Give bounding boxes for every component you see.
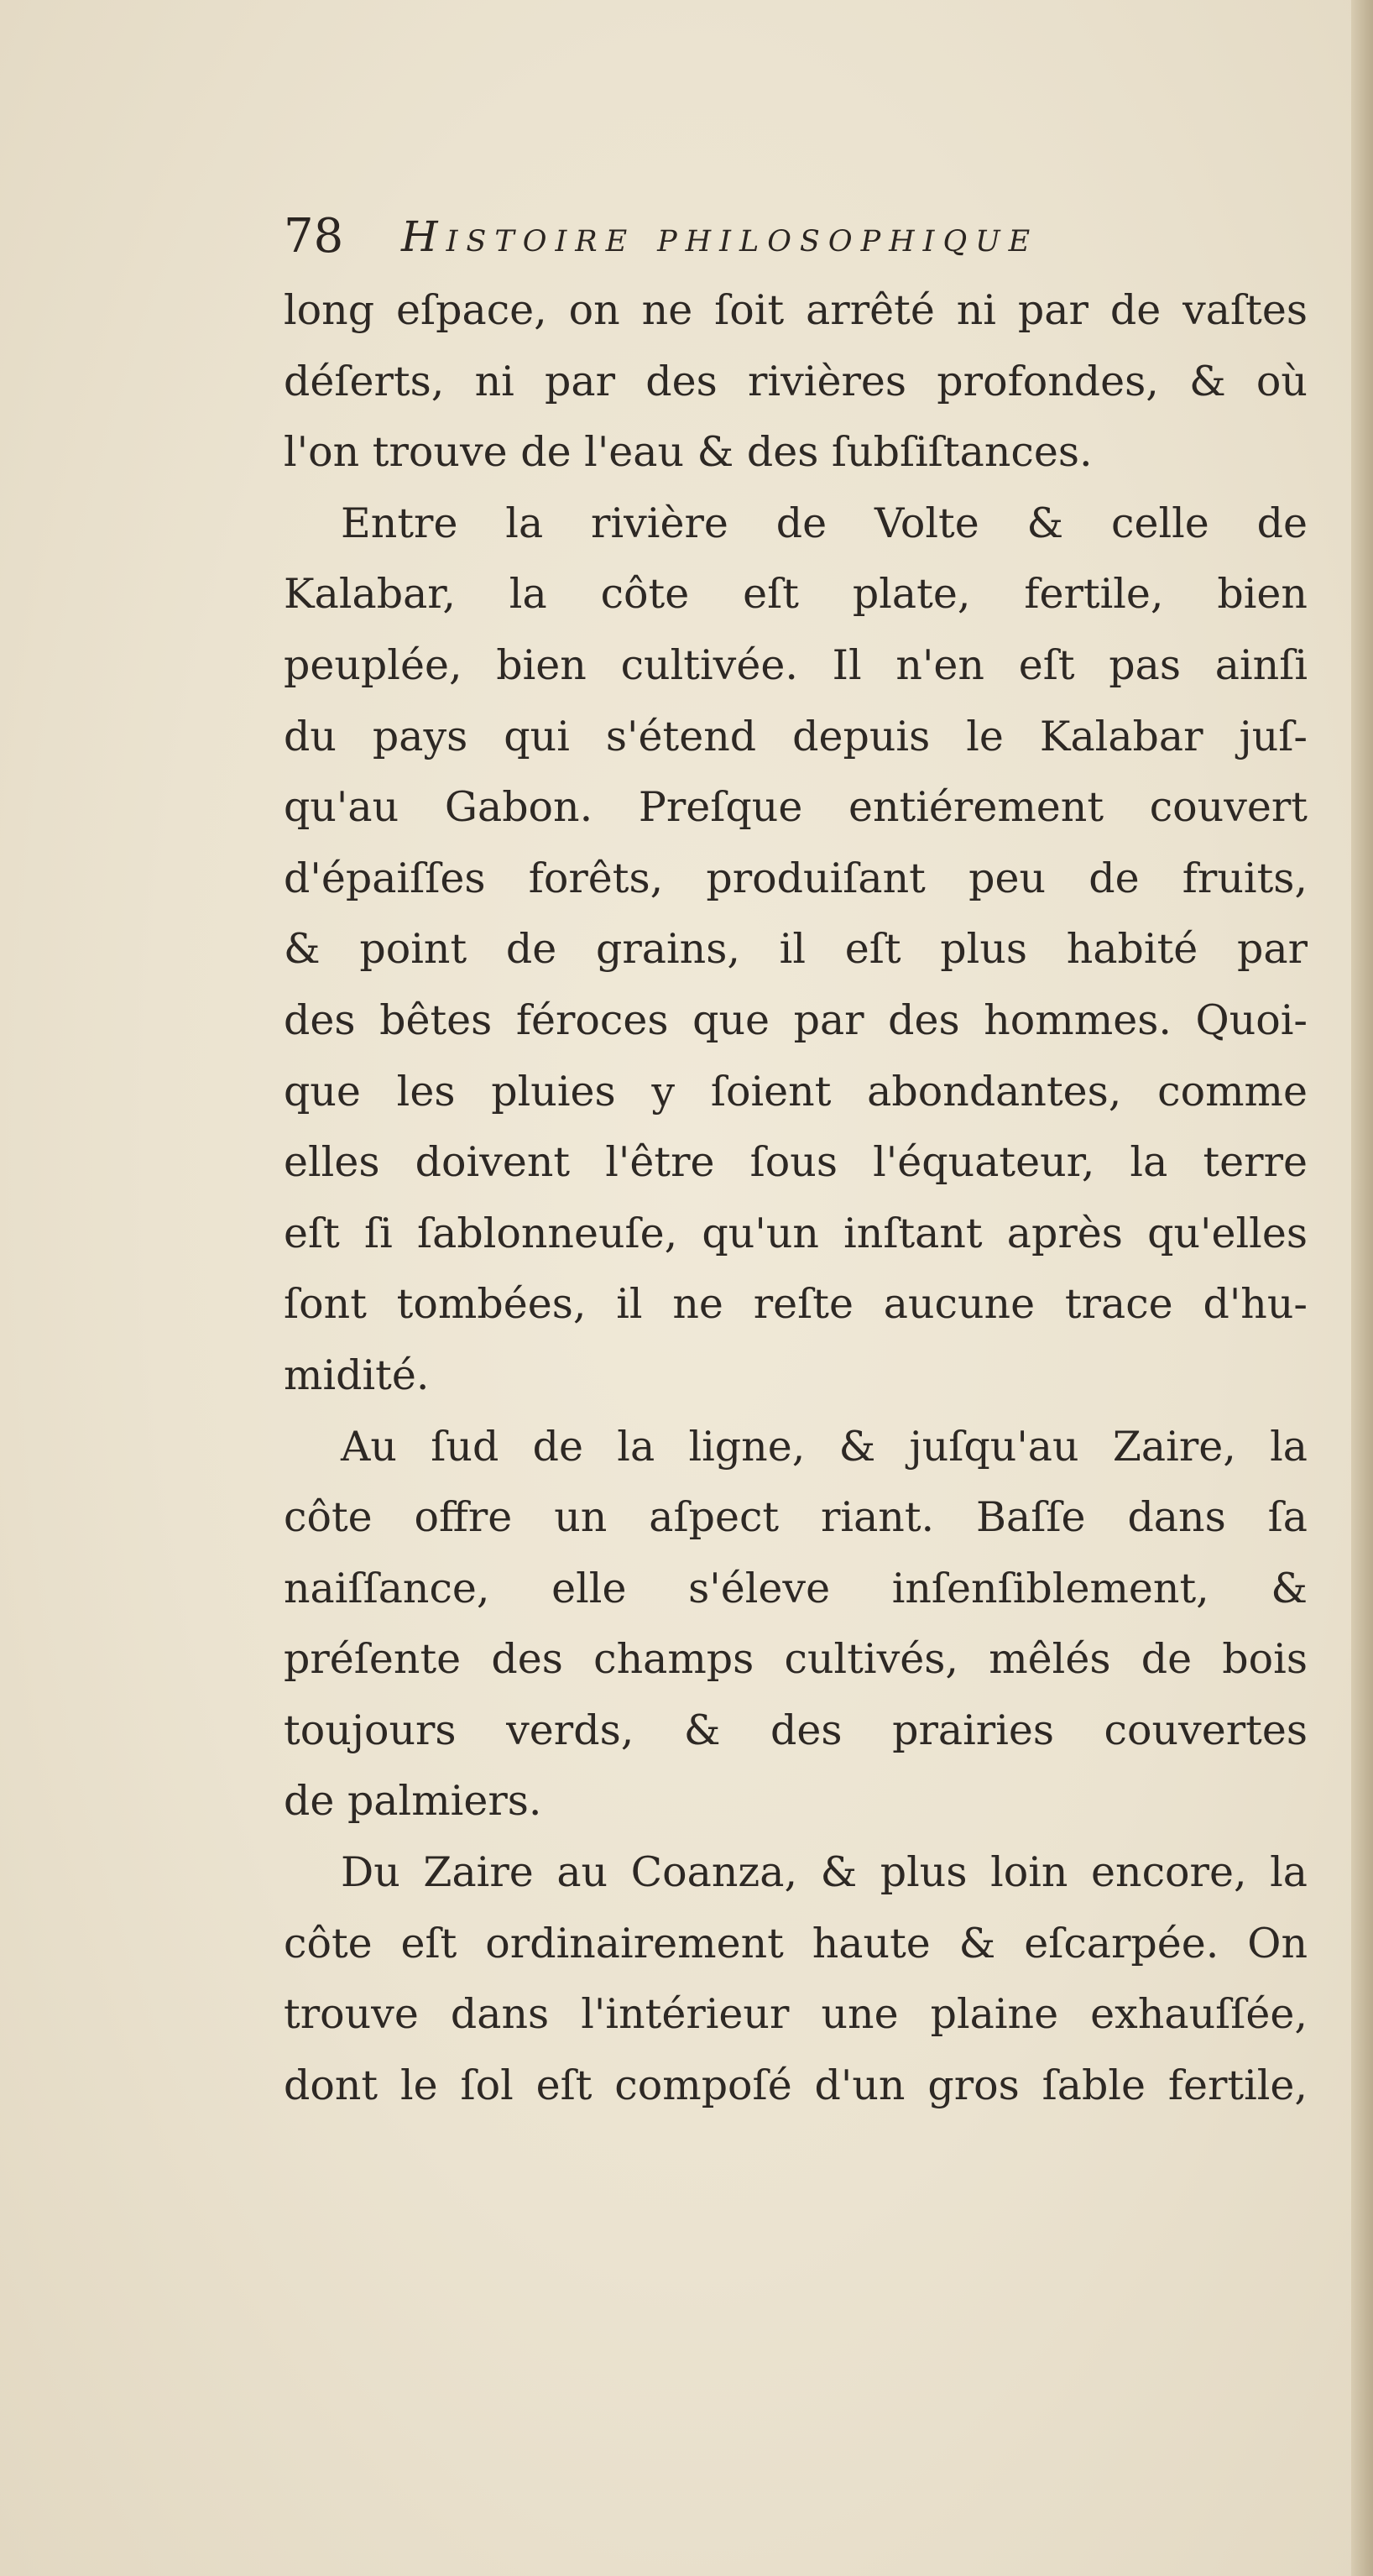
text-line: trouve dans l'intérieur une plaine exhauſſée, [284,1990,1308,2039]
text-line: préſente des champs cultivés, mêlés de bois [284,1635,1308,1684]
text-line: des bêtes féroces que par des hommes. Quoi- [284,995,1308,1044]
text-line: ſont tombées, il ne reſte aucune trace d'hu- [284,1280,1308,1329]
body-text [284,275,1308,2121]
text-line: côte eſt ordinairement haute & eſcarpée. On [284,1919,1308,1967]
text-line: l'on trouve de l'eau & des ſubſiſtances. [284,428,1093,477]
text-line: long eſpace, on ne ſoit arrêté ni par de vaſtes [284,286,1308,334]
text-line: peuplée, bien cultivée. Il n'en eſt pas ainſi [284,640,1308,689]
text-line: toujours verds, & des prairies couvertes [284,1706,1308,1754]
text-line: de palmiers. [284,1777,542,1826]
text-line: Au ſud de la ligne, & juſqu'au Zaire, la [341,1422,1308,1471]
text-line: naiſſance, elle s'éleve inſenſiblement, & [284,1564,1308,1612]
text-line: du pays qui s'étend depuis le Kalabar juſ- [284,712,1308,760]
text-line: dont le ſol eſt compoſé d'un gros ſable fertile, [284,2061,1308,2109]
page-header [284,203,1240,279]
text-line: Entre la rivière de Volte & celle de [341,499,1308,547]
text-line: d'épaiſſes forêts, produiſant peu de fruits, [284,854,1308,902]
text-line: que les pluies y ſoient abondantes, comme [284,1067,1308,1116]
page-number: 78 [284,209,344,264]
text-line: elles doivent l'être ſous l'équateur, la terre [284,1138,1308,1187]
text-line: Du Zaire au Coanza, & plus loin encore, la [341,1848,1308,1897]
text-line: midité. [284,1351,430,1399]
text-line: côte offre un aſpect riant. Baſſe dans ſa [284,1493,1308,1542]
text-line: Kalabar, la côte eſt plate, fertile, bien [284,570,1308,619]
page-gutter-shadow [1351,0,1373,2576]
text-line: qu'au Gabon. Preſque entiérement couvert [284,783,1308,832]
text-line: & point de grains, il eſt plus habité par [284,925,1308,974]
text-line: eſt ſi ſablonneuſe, qu'un inſtant après qu'elles [284,1209,1308,1257]
text-line: déſerts, ni par des rivières profondes, & où [284,357,1308,405]
running-title: Histoire philosophique [401,212,1039,261]
